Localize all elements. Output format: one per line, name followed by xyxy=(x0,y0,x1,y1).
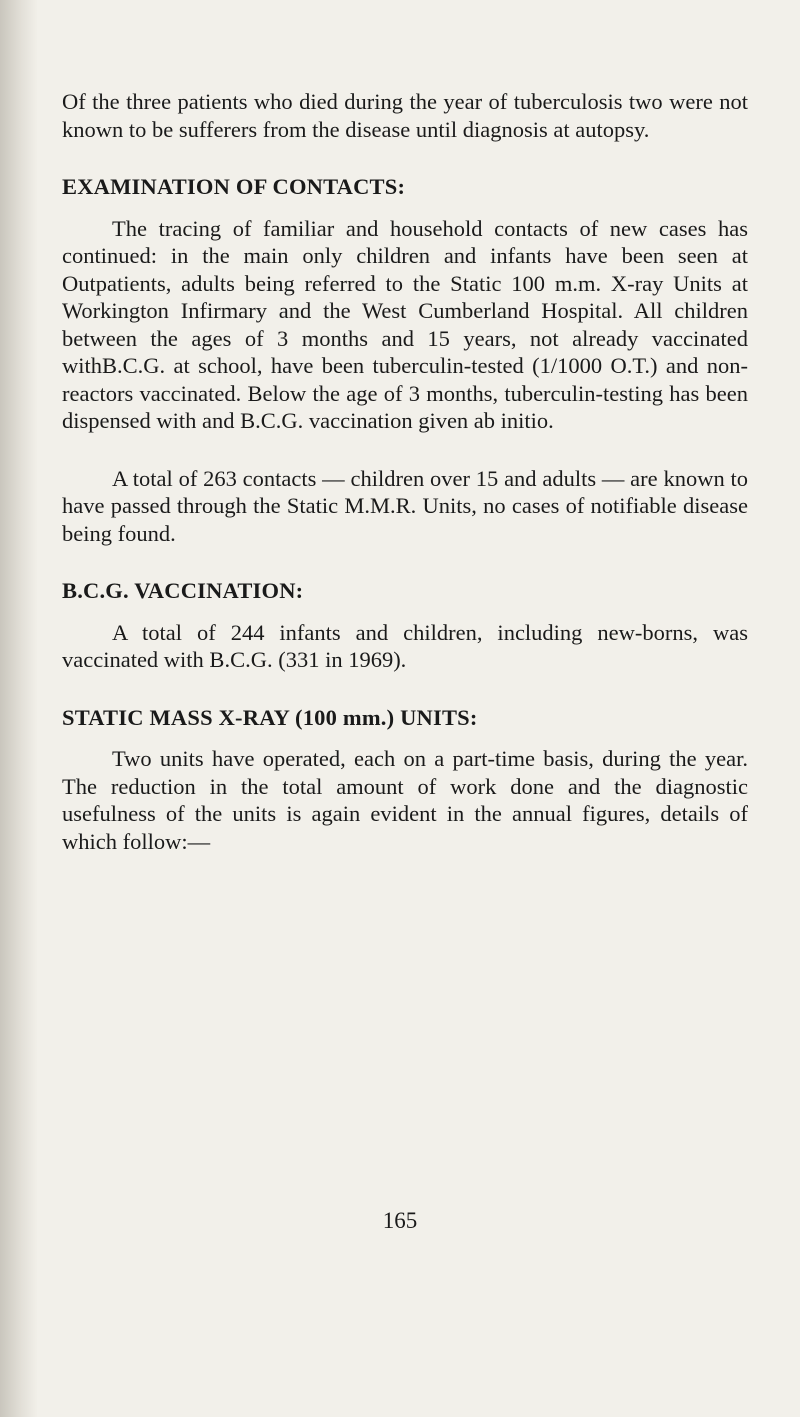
page-number: 165 xyxy=(382,1208,418,1233)
contacts-paragraph-1: The tracing of familiar and household contacts of new cases has continued: in the main only children and infants have been seen at Outpatients, adults being referred to the Static 100 m.m. X-ray Units at Workington Infirmary and the West Cumberland Hospital. All children between the ages of 3 months and 15 years, not already vaccinated withB.C.G. at school, have been tuberculin-tested (1/1000 O.T.) and non-reactors vaccinated. Below the age of 3 months, tuberculin-testing has been dispensed with and B.C.G. vaccination given ab initio. xyxy=(62,215,748,433)
xray-heading: STATIC MASS X-RAY (100 mm.) UNITS: xyxy=(62,704,478,730)
xray-paragraph: Two units have operated, each on a part-time basis, during the year. The reduction in the total amount of work done and the diagnostic usefulness of the units is again evident in the annual figures, details of which follow:— xyxy=(62,746,748,854)
bcg-heading: B.C.G. VACCINATION: xyxy=(62,578,304,603)
document-page xyxy=(62,88,748,855)
contacts-heading: EXAMINATION OF CONTACTS: xyxy=(62,174,406,199)
contacts-paragraph-2: A total of 263 contacts — children over 15 and adults — are known to have passed through the Static M.M.R. Units, no cases of notifiable disease being found. xyxy=(62,465,748,546)
page-edge-shadow xyxy=(0,0,38,1417)
intro-paragraph: Of the three patients who died during the year of tuberculosis two were not known to be sufferers from the disease until diagnosis at autopsy. xyxy=(62,89,748,142)
bcg-paragraph: A total of 244 infants and children, including new-borns, was vaccinated with B.C.G. (331 in 1969). xyxy=(62,619,748,672)
